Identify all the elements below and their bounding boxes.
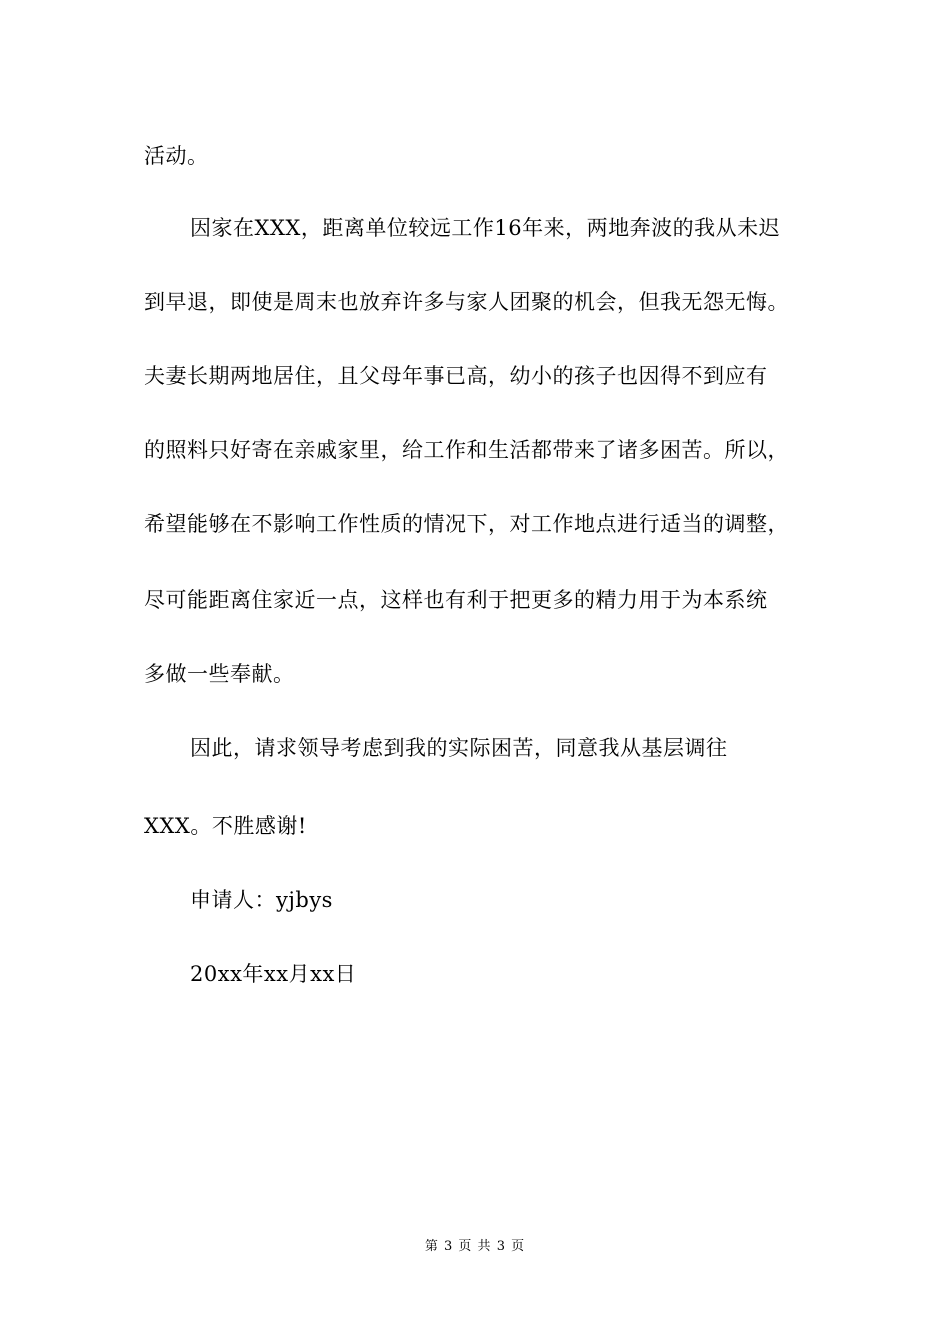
body-line-10: XXX。不胜感谢! (144, 814, 307, 838)
page-indicator: 第 3 页 共 3 页 (424, 1239, 526, 1254)
body-line-3: 到早退，即使是周末也放弃许多与家人团聚的机会，但我无怨无悔。 (144, 290, 789, 314)
body-line-8: 多做一些奉献。 (144, 662, 295, 686)
body-line-5: 的照料只好寄在亲戚家里，给工作和生活都带来了诸多困苦。所以， (144, 438, 789, 462)
signature-applicant: 申请人：yjbys (190, 888, 333, 912)
body-line-1: 活动。 (144, 144, 209, 168)
signature-date: 20xx年xx月xx日 (190, 962, 357, 986)
body-line-9: 因此，请求领导考虑到我的实际困苦，同意我从基层调往 (190, 736, 728, 760)
body-line-4: 夫妻长期两地居住，且父母年事已高，幼小的孩子也因得不到应有 (144, 364, 768, 388)
body-line-6: 希望能够在不影响工作性质的情况下，对工作地点进行适当的调整， (144, 512, 789, 536)
body-line-2: 因家在XXX，距离单位较远工作16年来，两地奔波的我从未迟 (190, 216, 781, 240)
body-line-7: 尽可能距离住家近一点，这样也有利于把更多的精力用于为本系统 (144, 588, 768, 612)
